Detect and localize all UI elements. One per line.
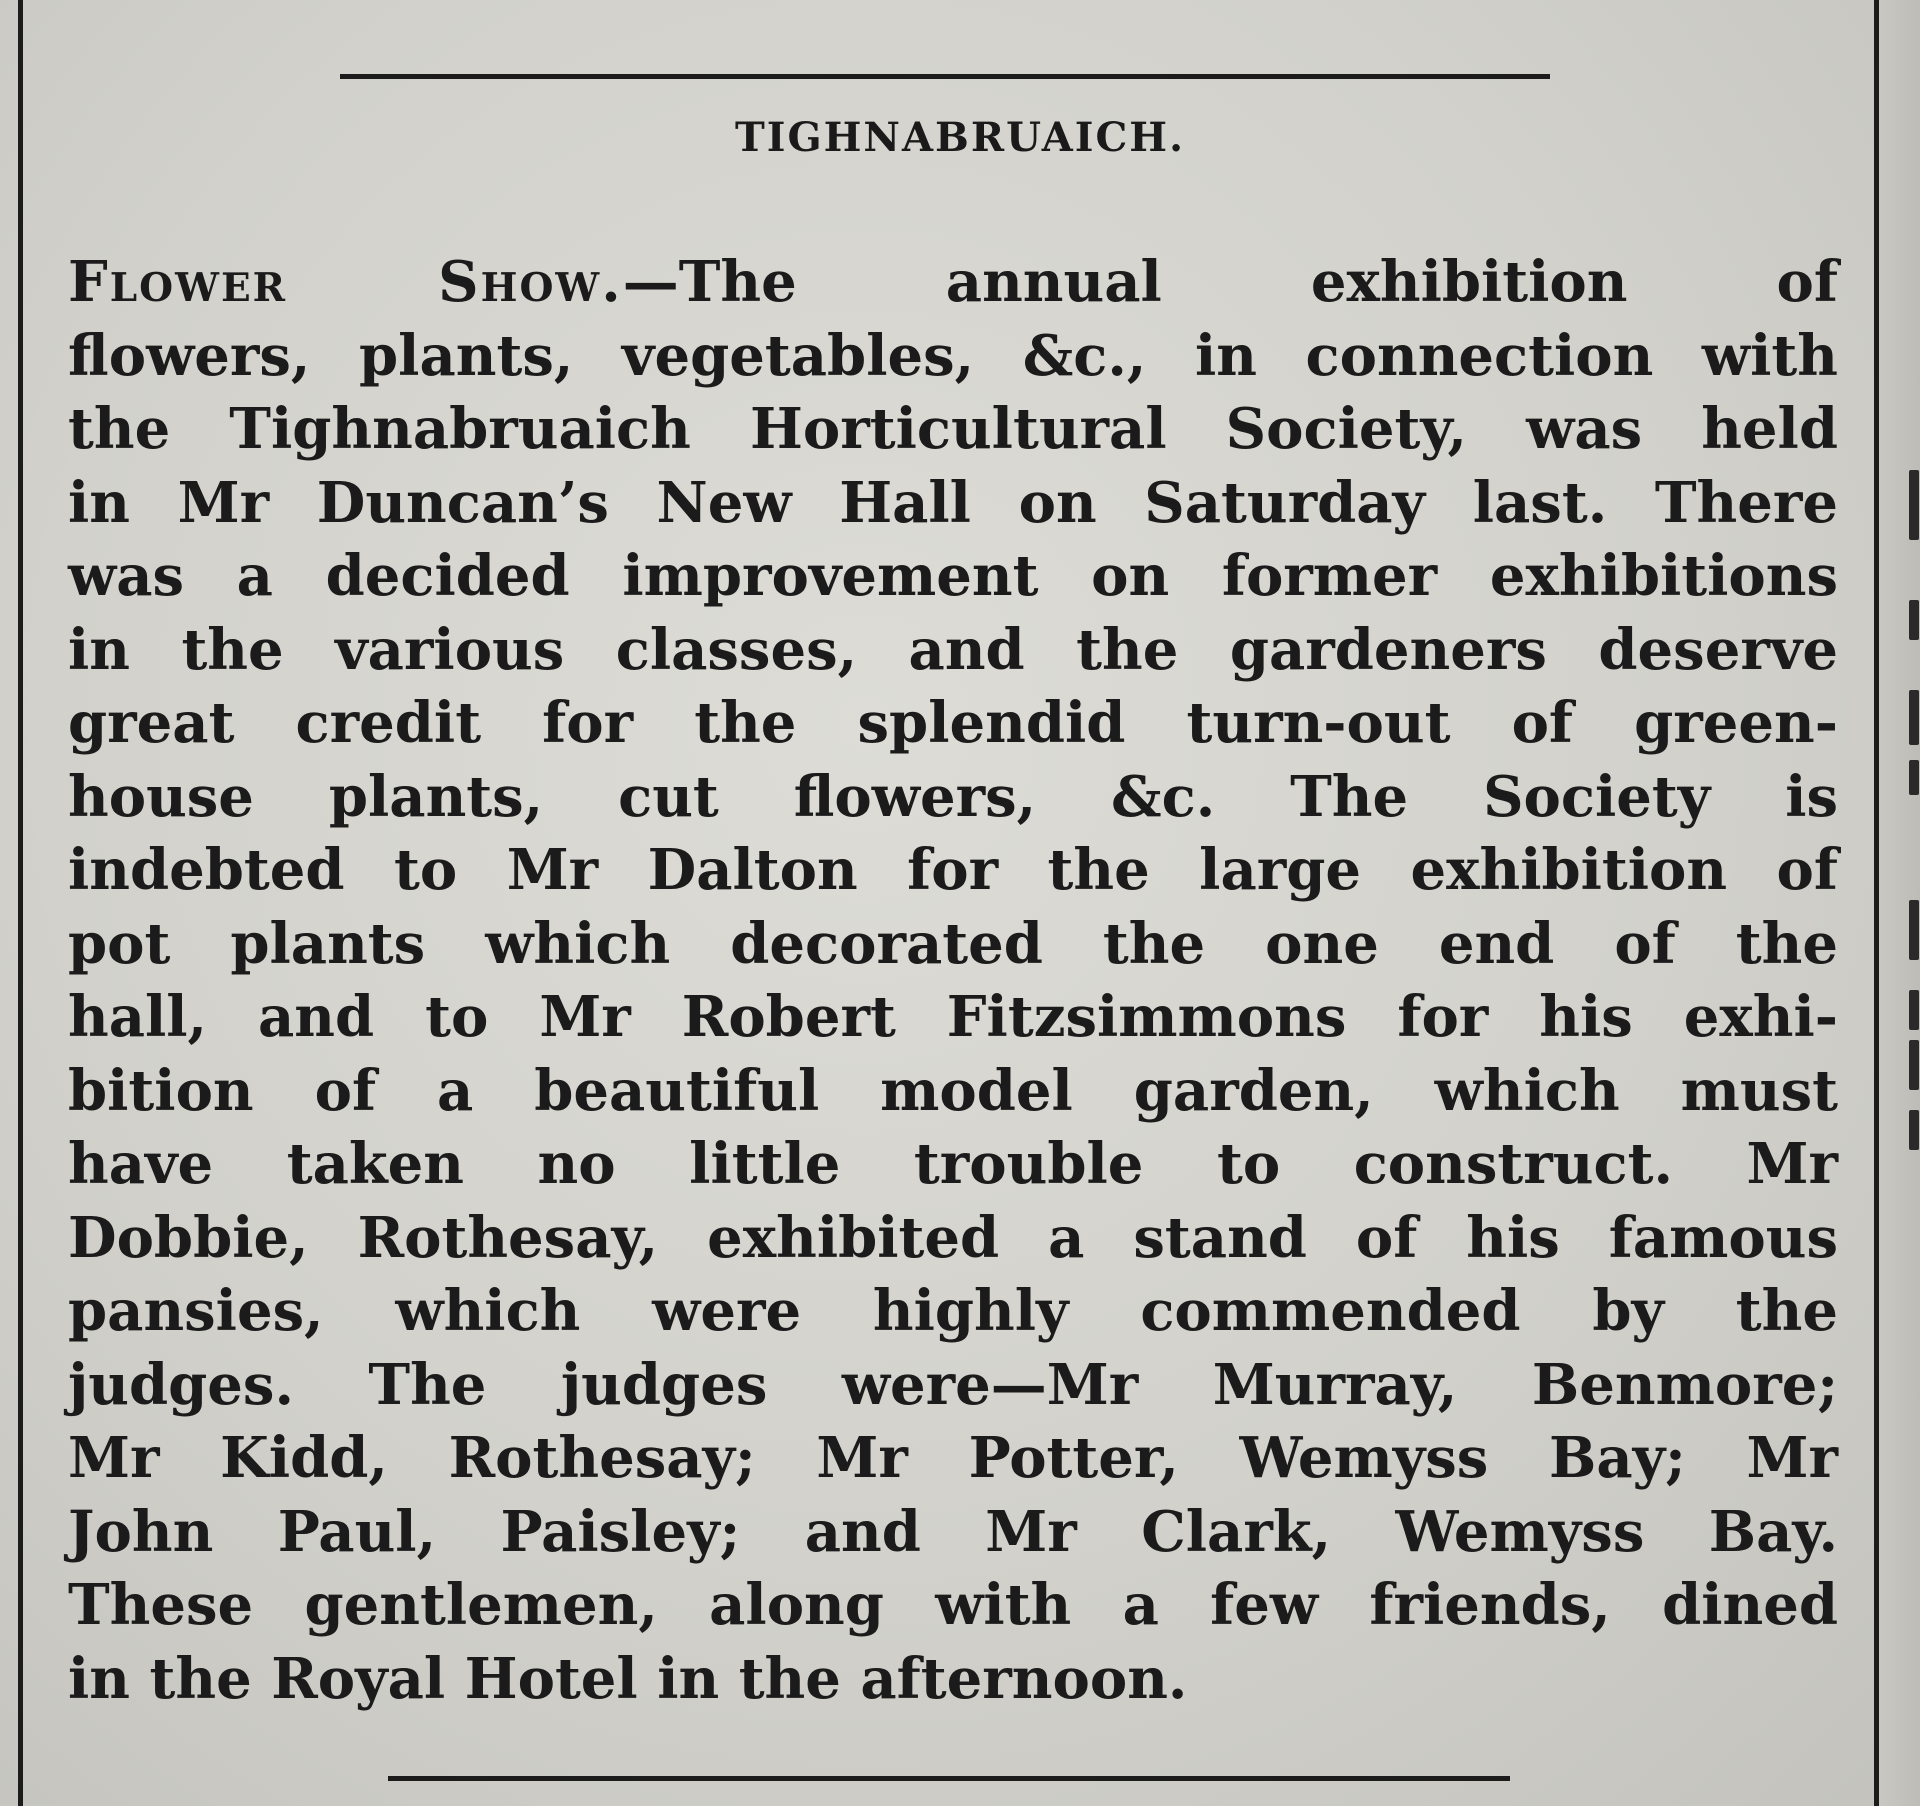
- run-in-heading: Flower Show.: [68, 249, 623, 315]
- article-line: flowers, plants, vegetables, &c., in connection with: [68, 322, 1838, 389]
- edge-ink-mark: [1909, 760, 1919, 795]
- article-line: the Tighnabruaich Horticultural Society, was held: [68, 396, 1838, 462]
- adjacent-column-edge: [1879, 0, 1920, 1806]
- article-line: indebted to Mr Dalton for the large exhibition of: [68, 837, 1838, 903]
- article-line: house plants, cut flowers, &c. The Society is: [68, 763, 1838, 830]
- article-line: was a decided improvement on former exhibitions: [68, 543, 1838, 609]
- article-line: have taken no little trouble to construct. Mr: [68, 1131, 1838, 1197]
- article-line: in Mr Duncan’s New Hall on Saturday last. There: [68, 469, 1838, 536]
- bottom-rule: [388, 1776, 1510, 1781]
- edge-ink-mark: [1909, 600, 1919, 640]
- column-rule-left: [18, 0, 23, 1806]
- article-line: Dobbie, Rothesay, exhibited a stand of his famous: [68, 1204, 1838, 1271]
- article-line: These gentlemen, along with a few friends, dined: [68, 1572, 1838, 1638]
- article-line: in the Royal Hotel in the afternoon.: [68, 1645, 1188, 1712]
- article-line: John Paul, Paisley; and Mr Clark, Wemyss Bay.: [68, 1498, 1838, 1565]
- edge-ink-mark: [1909, 1040, 1919, 1090]
- article-body: [68, 246, 1838, 1716]
- edge-ink-mark: [1909, 990, 1919, 1030]
- article-line: pansies, which were highly commended by the: [68, 1278, 1838, 1344]
- article-line: in the various classes, and the gardeners deserve: [68, 616, 1838, 683]
- edge-ink-mark: [1909, 470, 1919, 540]
- article-line: pot plants which decorated the one end of the: [68, 910, 1838, 977]
- article-line: judges. The judges were—Mr Murray, Benmore;: [68, 1351, 1838, 1418]
- edge-ink-mark: [1909, 690, 1919, 745]
- headline: TIGHNABRUAICH.: [734, 114, 1186, 161]
- top-rule: [340, 74, 1550, 79]
- article-line: Flower Show.—The annual exhibition of: [68, 249, 1838, 315]
- article-line: great credit for the splendid turn-out of green-: [68, 690, 1838, 756]
- article-line: Mr Kidd, Rothesay; Mr Potter, Wemyss Bay; Mr: [68, 1425, 1838, 1491]
- edge-ink-mark: [1909, 1110, 1919, 1150]
- article-line: bition of a beautiful model garden, which must: [68, 1057, 1838, 1124]
- article-line: hall, and to Mr Robert Fitzsimmons for his exhi-: [68, 984, 1838, 1050]
- edge-ink-mark: [1909, 900, 1919, 960]
